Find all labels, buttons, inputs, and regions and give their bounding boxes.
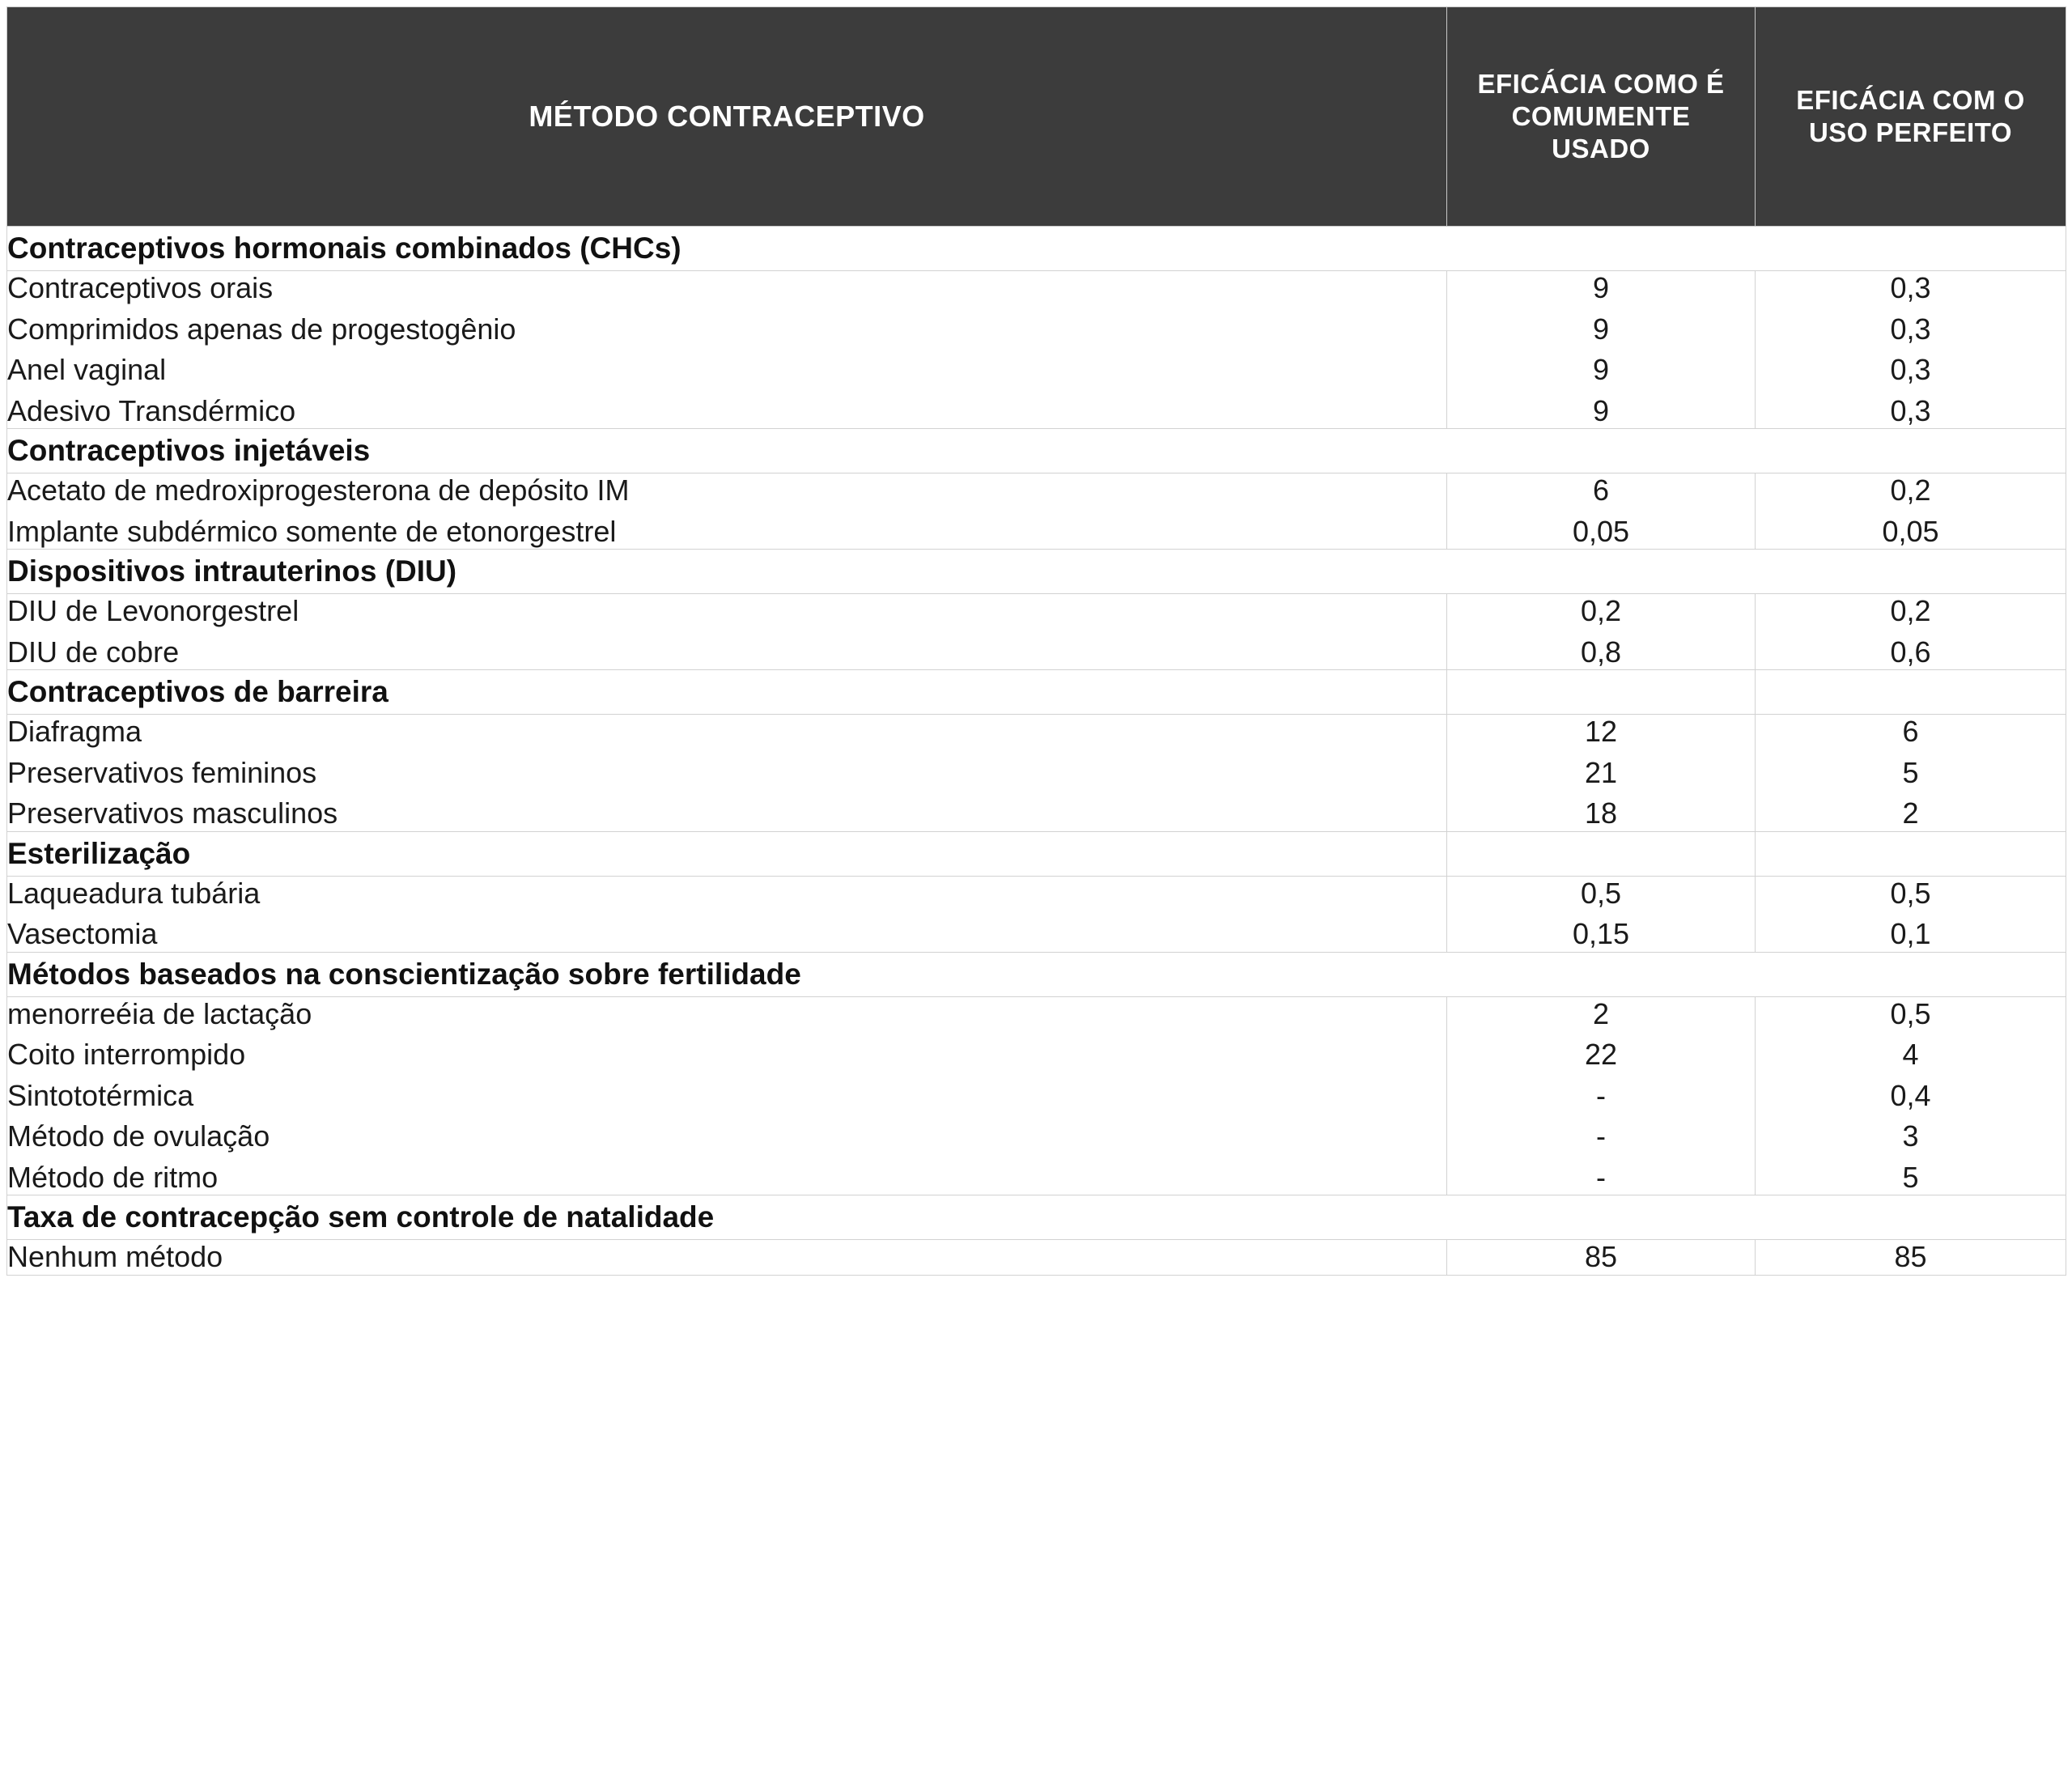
typical-use-value: 9 [1592, 353, 1610, 386]
section-header-row [7, 952, 2066, 996]
method-label: DIU de cobre [7, 635, 180, 669]
method-label: Contraceptivos orais [7, 271, 274, 304]
section-title: Esterilização [7, 831, 1447, 876]
contraceptive-efficacy-table [6, 6, 2066, 1276]
table-row-group [7, 1240, 2066, 1276]
method-label: Nenhum método [7, 1240, 223, 1273]
method-label: Método de ovulação [7, 1119, 270, 1153]
perfect-use-cell-group [1756, 271, 2066, 429]
typical-use-value: 9 [1592, 271, 1610, 304]
section-header-row [7, 1195, 2066, 1240]
typical-use-value: 0,05 [1572, 514, 1630, 548]
method-label: Preservativos femininos [7, 755, 317, 789]
method-label: Método de ritmo [7, 1160, 219, 1194]
typical-use-value: 22 [1584, 1038, 1618, 1071]
section-header-row [7, 429, 2066, 473]
method-label: DIU de Levonorgestrel [7, 594, 299, 627]
typical-use-value: 0,5 [1580, 876, 1622, 910]
table-row-group [7, 271, 2066, 429]
method-label: Comprimidos apenas de progestogênio [7, 312, 516, 346]
table-row-group [7, 594, 2066, 670]
typical-use-value: 9 [1592, 393, 1610, 427]
method-cell-group [7, 1240, 1447, 1276]
method-label: Laqueadura tubária [7, 876, 261, 910]
typical-use-value: 0,15 [1572, 917, 1630, 950]
typical-use-cell-group [1447, 473, 1756, 550]
column-header-typical-use: EFICÁCIA COMO É COMUMENTE USADO [1447, 7, 1756, 227]
section-title: Métodos baseados na conscientização sobre fertilidade [7, 952, 2066, 996]
section-header-row [7, 831, 2066, 876]
section-title: Contraceptivos hormonais combinados (CHCs) [7, 227, 2066, 271]
typical-use-value: - [1596, 1078, 1606, 1112]
perfect-use-value: 0,6 [1890, 635, 1931, 669]
perfect-use-cell-group [1756, 1240, 2066, 1276]
method-label: Acetato de medroxiprogesterona de depósito IM [7, 473, 630, 507]
method-label: Coito interrompido [7, 1038, 246, 1071]
typical-use-cell-group [1447, 594, 1756, 670]
table-header [7, 7, 2066, 227]
typical-use-value: 12 [1584, 715, 1618, 748]
method-label: Adesivo Transdérmico [7, 393, 296, 427]
typical-use-value: 9 [1592, 312, 1610, 346]
typical-use-value: 85 [1584, 1240, 1618, 1273]
section-title: Contraceptivos de barreira [7, 670, 1447, 715]
perfect-use-cell-group [1756, 594, 2066, 670]
perfect-use-value: 0,05 [1882, 514, 1939, 548]
method-label: Vasectomia [7, 917, 158, 950]
typical-use-value: - [1596, 1119, 1606, 1153]
perfect-use-value: 0,2 [1890, 473, 1931, 507]
typical-use-cell-group [1447, 1240, 1756, 1276]
table-row-group [7, 715, 2066, 832]
perfect-use-value: 0,5 [1890, 996, 1931, 1030]
method-label: Sintototérmica [7, 1078, 194, 1112]
section-title: Contraceptivos injetáveis [7, 429, 2066, 473]
table-row-group [7, 473, 2066, 550]
table-row-group [7, 996, 2066, 1195]
method-cell-group [7, 594, 1447, 670]
perfect-use-cell-group [1756, 996, 2066, 1195]
method-label: Diafragma [7, 715, 142, 748]
perfect-use-cell-group [1756, 715, 2066, 832]
column-header-perfect-use: EFICÁCIA COM O USO PERFEITO [1756, 7, 2066, 227]
perfect-use-value: 0,5 [1890, 876, 1931, 910]
perfect-use-cell-group [1756, 876, 2066, 952]
section-header-row [7, 550, 2066, 594]
section-header-row [7, 227, 2066, 271]
section-header-perfect-cell [1756, 670, 2066, 715]
table-body [7, 227, 2066, 1276]
section-header-row [7, 670, 2066, 715]
perfect-use-value: 0,1 [1890, 917, 1931, 950]
perfect-use-value: 2 [1902, 796, 1919, 830]
method-cell-group [7, 715, 1447, 832]
section-header-typical-cell [1447, 831, 1756, 876]
method-label: Anel vaginal [7, 353, 167, 386]
method-cell-group [7, 996, 1447, 1195]
perfect-use-value: 0,3 [1890, 312, 1931, 346]
typical-use-value: 18 [1584, 796, 1618, 830]
perfect-use-value: 5 [1902, 1160, 1919, 1194]
perfect-use-cell-group [1756, 473, 2066, 550]
typical-use-cell-group [1447, 271, 1756, 429]
section-header-typical-cell [1447, 670, 1756, 715]
perfect-use-value: 0,3 [1890, 393, 1931, 427]
typical-use-value: 2 [1592, 996, 1610, 1030]
perfect-use-value: 85 [1894, 1240, 1927, 1273]
column-header-method: MÉTODO CONTRACEPTIVO [7, 7, 1447, 227]
table-row-group [7, 876, 2066, 952]
typical-use-cell-group [1447, 996, 1756, 1195]
perfect-use-value: 4 [1902, 1038, 1919, 1071]
perfect-use-value: 0,3 [1890, 271, 1931, 304]
typical-use-value: 6 [1592, 473, 1610, 507]
typical-use-cell-group [1447, 715, 1756, 832]
typical-use-value: 0,8 [1580, 635, 1622, 669]
typical-use-cell-group [1447, 876, 1756, 952]
perfect-use-value: 0,4 [1890, 1078, 1931, 1112]
typical-use-value: - [1596, 1160, 1606, 1194]
perfect-use-value: 0,2 [1890, 594, 1931, 627]
perfect-use-value: 5 [1902, 755, 1919, 789]
section-title: Dispositivos intrauterinos (DIU) [7, 550, 2066, 594]
section-title: Taxa de contracepção sem controle de natalidade [7, 1195, 2066, 1240]
header-row [7, 7, 2066, 227]
perfect-use-value: 6 [1902, 715, 1919, 748]
method-label: Preservativos masculinos [7, 796, 338, 830]
method-label: Implante subdérmico somente de etonorgestrel [7, 514, 617, 548]
method-cell-group [7, 271, 1447, 429]
typical-use-value: 21 [1584, 755, 1618, 789]
method-cell-group [7, 876, 1447, 952]
method-label: menorreéia de lactação [7, 996, 312, 1030]
section-header-perfect-cell [1756, 831, 2066, 876]
perfect-use-value: 3 [1902, 1119, 1919, 1153]
method-cell-group [7, 473, 1447, 550]
perfect-use-value: 0,3 [1890, 353, 1931, 386]
typical-use-value: 0,2 [1580, 594, 1622, 627]
